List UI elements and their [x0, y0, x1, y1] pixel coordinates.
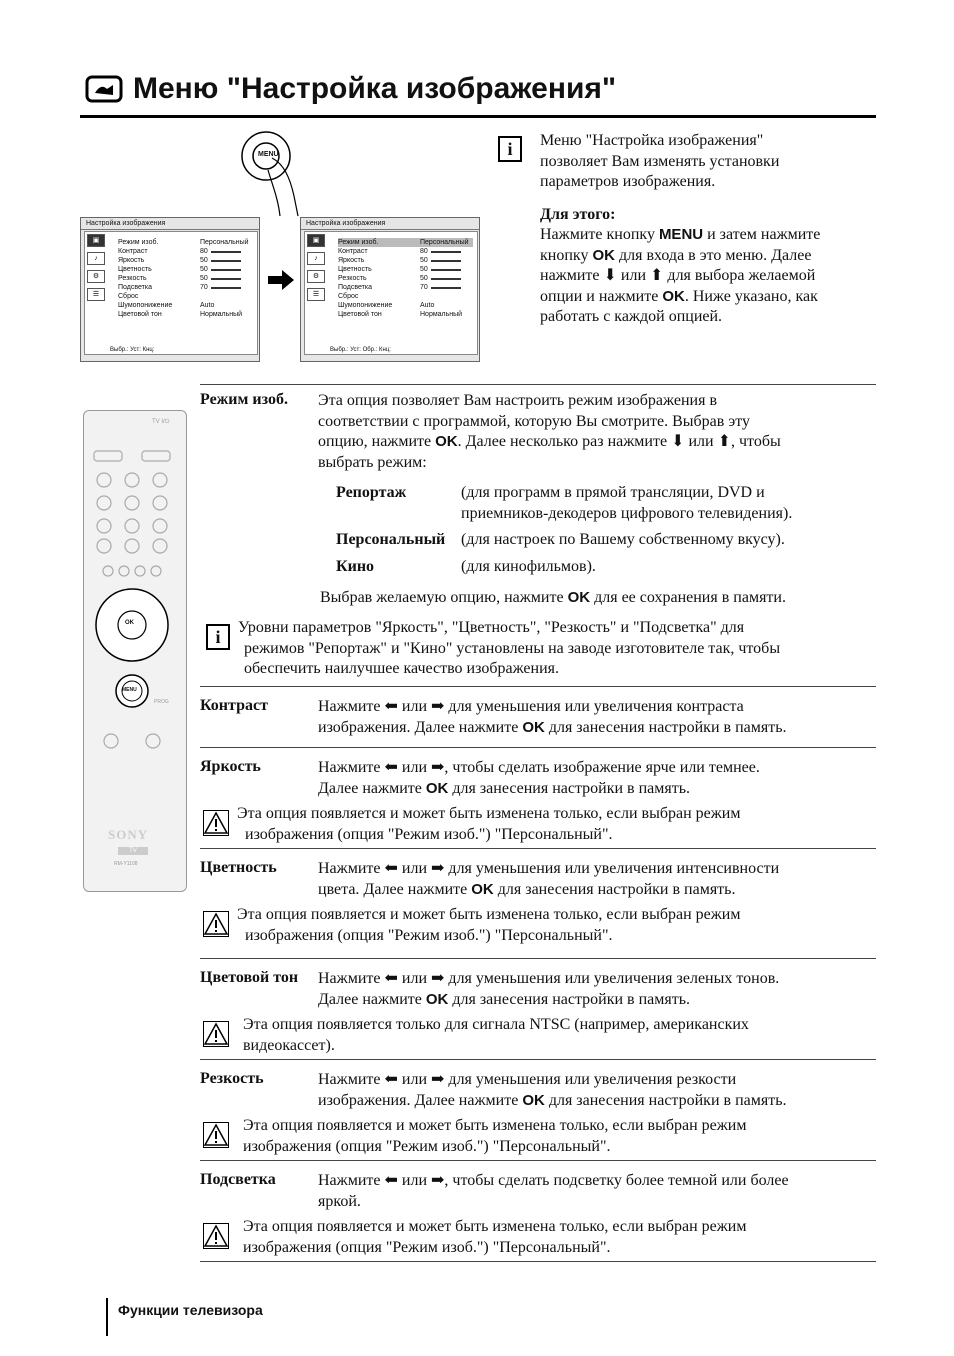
- menu-footer: Выбр.: Уст: Кнц:: [110, 347, 155, 353]
- sony-logo: SONY: [108, 827, 149, 842]
- menu-button-illustration: [232, 128, 302, 218]
- level-bar: [211, 278, 241, 280]
- level-bar: [431, 287, 461, 289]
- remote-prog-label: PROG: [154, 699, 169, 705]
- menu-row: Контраст 80: [118, 247, 253, 256]
- remote-menu-label: MENU: [122, 687, 137, 693]
- picture-icon: ▣: [87, 234, 105, 247]
- menu-screen-header: Настройка изображения: [301, 218, 479, 230]
- picture-icon: ▣: [307, 234, 325, 247]
- arrow-right-icon: [268, 270, 294, 290]
- arrow-left-icon: ⬅: [384, 970, 398, 987]
- divider: [200, 848, 876, 849]
- level-bar: [211, 287, 241, 289]
- level-bar: [431, 269, 461, 271]
- menu-icons: [87, 234, 107, 306]
- divider: [200, 1059, 876, 1060]
- arrow-left-icon: ⬅: [384, 1071, 398, 1088]
- mode-save-text: Выбрав желаемую опцию, нажмите OK для ее сохранения в памяти.: [320, 589, 786, 606]
- menu-screen-after: [300, 217, 480, 362]
- mode-options: Репортаж (для программ в прямой трансляции, DVD и приемников-декодеров цифрового телевидения). Персональный (для настроек по Вашему собственному вкусу). Кино (для кинофильмов).: [336, 484, 793, 575]
- menu-row: Сброс: [118, 293, 139, 300]
- menu-screen-body: [84, 231, 258, 355]
- menu-row: Шумопонижение Auto: [338, 302, 435, 309]
- arrow-left-icon: ⬅: [384, 759, 398, 776]
- mode-text: Эта опция позволяет Вам настроить режим изображения в соответствии с программой, которую Вы смотрите. Выбрав эту опцию, нажмите OK. Далее несколько раз нажмите ⬇ или ⬆, чтобы выбрать режим:: [318, 392, 781, 471]
- page-title-block: [85, 72, 616, 106]
- menu-button-text: MENU: [258, 151, 279, 158]
- remote-drawing: [84, 411, 186, 891]
- features-icon: ⚙: [307, 270, 325, 283]
- arrow-right-icon: ➡: [431, 970, 445, 987]
- menu-row: Сброс: [338, 293, 359, 300]
- mode-info-note: Уровни параметров "Яркость", "Цветность", "Резкость" и "Подсветка" для режимов "Репортаж" и "Кино" установлены на заводе изготовителе так, чтобы обеспечить наилучшее качество изображения.: [238, 619, 781, 677]
- color-text: Нажмите ⬅ или ➡ для уменьшения или увеличения интенсивности цвета. Далее нажмите OK для занесения настройки в память.: [318, 860, 780, 898]
- color-warning: Эта опция появляется и может быть изменена только, если выбран режим изображения (опция "Режим изоб.") "Персональный".: [237, 906, 741, 944]
- page-footer: Функции телевизора: [118, 1302, 263, 1318]
- hue-warning: Эта опция появляется только для сигнала NTSC (например, американских видеокассет).: [243, 1016, 749, 1054]
- menu-row: Цветовой тон Нормальный: [338, 311, 463, 318]
- warning-icon: [203, 1122, 229, 1148]
- hue-label: Цветовой тон: [200, 969, 299, 986]
- divider: [200, 958, 876, 959]
- sound-icon: ♪: [307, 252, 325, 265]
- brightness-text: Нажмите ⬅ или ➡, чтобы сделать изображение ярче или темнее. Далее нажмите OK для занесения настройки в память.: [318, 759, 760, 797]
- setup-icon: ☰: [87, 288, 105, 301]
- arrow-up-icon: ⬆: [650, 267, 664, 284]
- warning-icon: [203, 1223, 229, 1249]
- features-icon: ⚙: [87, 270, 105, 283]
- level-bar: [211, 260, 241, 262]
- color-label: Цветность: [200, 859, 277, 876]
- brightness-label: Яркость: [200, 758, 261, 775]
- level-bar: [431, 278, 461, 280]
- arrow-right-icon: ➡: [431, 1071, 445, 1088]
- remote-model: RM-Y1108: [114, 861, 138, 867]
- menu-row: Резкость 50: [338, 274, 473, 283]
- arrow-down-icon: ⬇: [671, 433, 685, 450]
- menu-row: Режим изоб. Персональный: [118, 239, 249, 246]
- warning-icon: [203, 810, 229, 836]
- setup-icon: ☰: [307, 288, 325, 301]
- menu-row: Подсветка 70: [338, 283, 473, 292]
- menu-row: Резкость 50: [118, 274, 253, 283]
- level-bar: [211, 251, 241, 253]
- menu-row: Подсветка 70: [118, 283, 253, 292]
- menu-row-selected: Режим изоб. Персональный: [338, 238, 473, 247]
- divider: [200, 686, 876, 687]
- menu-row: Яркость 50: [338, 256, 473, 265]
- menu-row: Шумопонижение Auto: [118, 302, 215, 309]
- sharpness-text: Нажмите ⬅ или ➡ для уменьшения или увеличения резкости изображения. Далее нажмите OK для занесения настройки в память.: [318, 1071, 787, 1109]
- contrast-text: Нажмите ⬅ или ➡ для уменьшения или увеличения контраста изображения. Далее нажмите OK для занесения настройки в память.: [318, 698, 787, 736]
- divider: [200, 384, 876, 385]
- backlight-warning: Эта опция появляется и может быть изменена только, если выбран режим изображения (опция "Режим изоб.") "Персональный".: [243, 1218, 747, 1256]
- level-bar: [431, 251, 461, 253]
- divider: [200, 1160, 876, 1161]
- contrast-label: Контраст: [200, 697, 268, 714]
- menu-screen-before: [80, 217, 260, 362]
- menu-screen-body: [304, 231, 478, 355]
- arrow-down-icon: ⬇: [603, 267, 617, 284]
- menu-row: Цветовой тон Нормальный: [118, 311, 243, 318]
- divider: [200, 747, 876, 748]
- remote-ok-label: OK: [125, 620, 134, 626]
- footer-bar: [106, 1298, 108, 1336]
- arrow-up-icon: ⬆: [717, 433, 731, 450]
- backlight-label: Подсветка: [200, 1171, 276, 1188]
- menu-row: Цветность 50: [338, 265, 473, 274]
- arrow-left-icon: ⬅: [384, 698, 398, 715]
- menu-row: Контраст 80: [338, 247, 473, 256]
- backlight-text: Нажмите ⬅ или ➡, чтобы сделать подсветку более темной или более яркой.: [318, 1172, 789, 1210]
- mode-label: Режим изоб.: [200, 391, 288, 408]
- arrow-right-icon: ➡: [431, 1172, 445, 1189]
- divider: [200, 1261, 876, 1262]
- title-rule: [80, 115, 876, 118]
- hue-text: Нажмите ⬅ или ➡ для уменьшения или увеличения зеленых тонов. Далее нажмите OK для занесения настройки в память.: [318, 970, 780, 1008]
- info-icon: i: [206, 624, 230, 650]
- sharpness-label: Резкость: [200, 1070, 264, 1087]
- warning-icon: [203, 1021, 229, 1047]
- menu-footer: Выбр.: Уст: Обр.: Кнц:: [330, 347, 391, 353]
- intro-text: Меню "Настройка изображения" позволяет Вам изменять установки параметров изображения. Для этого: Нажмите кнопку MENU и затем нажмите кнопку OK для входа в это меню. Далее нажмите ⬇ или ⬆ для выбора желаемой опции и нажмите OK. Ниже указано, как работать с каждой опцией.: [540, 132, 821, 325]
- page-title: Меню "Настройка изображения": [133, 72, 617, 105]
- menu-row: Яркость 50: [118, 256, 253, 265]
- sound-icon: ♪: [87, 252, 105, 265]
- menu-screen-header: Настройка изображения: [81, 218, 259, 230]
- menu-rows: [338, 238, 473, 319]
- remote-power-label: TV I/⏻: [152, 419, 170, 425]
- arrow-right-icon: ➡: [431, 759, 445, 776]
- arrow-left-icon: ⬅: [384, 1172, 398, 1189]
- brightness-warning: Эта опция появляется и может быть изменена только, если выбран режим изображения (опция "Режим изоб.") "Персональный".: [237, 805, 741, 843]
- level-bar: [431, 260, 461, 262]
- remote-tv-label: TV: [118, 847, 148, 855]
- arrow-left-icon: ⬅: [384, 860, 398, 877]
- arrow-right-icon: ➡: [431, 860, 445, 877]
- picture-menu-icon: [85, 75, 123, 103]
- menu-icons: [307, 234, 327, 306]
- level-bar: [211, 269, 241, 271]
- menu-rows: [118, 238, 253, 319]
- menu-row: Цветность 50: [118, 265, 253, 274]
- warning-icon: [203, 911, 229, 937]
- info-icon: i: [498, 136, 522, 162]
- sharpness-warning: Эта опция появляется и может быть изменена только, если выбран режим изображения (опция "Режим изоб.") "Персональный".: [243, 1117, 747, 1155]
- arrow-right-icon: ➡: [431, 698, 445, 715]
- remote-control-illustration: [83, 410, 187, 892]
